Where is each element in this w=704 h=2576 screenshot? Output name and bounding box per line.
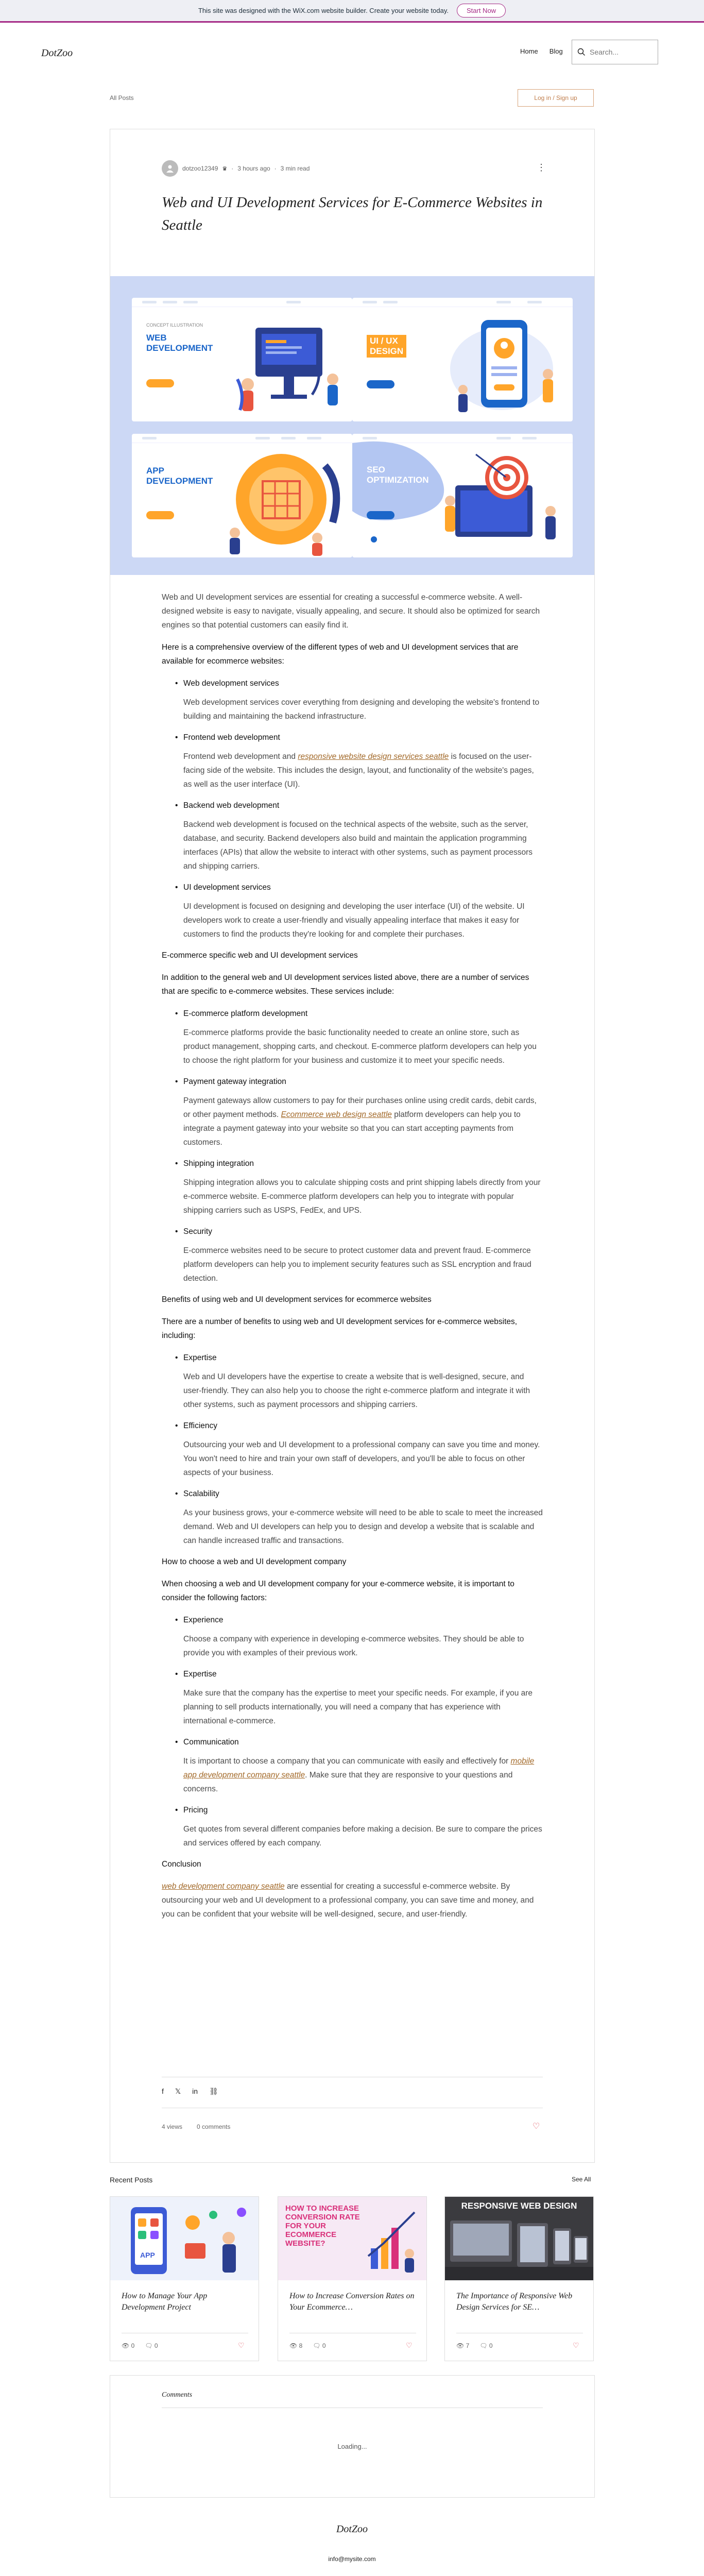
benefits-list bbox=[183, 1351, 543, 1548]
eye-icon: 👁 8 bbox=[289, 2342, 303, 2349]
list-item: • Expertise Web and UI developers have the expertise to create a website that is well-designed, secure, and user-friendly. They can also help you to choose the right e-commerce platform and integrate it with other systems, such as payment processors and shipping carriers. bbox=[183, 1351, 543, 1412]
mobile-app-link[interactable]: mobile app development company seattle bbox=[183, 1757, 535, 1780]
login-button[interactable]: Log in / Sign up bbox=[518, 89, 594, 107]
list-item: • Efficiency Outsourcing your web and UI development to a professional company can save you time and money. You won't need to hire and train your own staff of developers, and you'll be able to focus on other aspects of your business. bbox=[183, 1419, 543, 1480]
recent-post-stats bbox=[122, 2342, 158, 2349]
hero-panel-web-development bbox=[132, 298, 352, 421]
recent-post-title[interactable]: The Importance of Responsive Web Design Services for SE… bbox=[456, 2292, 573, 2312]
comment-icon: 🗨 0 bbox=[313, 2342, 326, 2349]
search-box[interactable] bbox=[572, 40, 658, 64]
app-illustration bbox=[110, 2197, 259, 2280]
views-count: 4 views bbox=[162, 2123, 183, 2130]
post-time: 3 hours ago bbox=[237, 165, 270, 172]
benefits-heading: Benefits of using web and UI development services for ecommerce websites bbox=[162, 1295, 432, 1304]
growth-chart-illustration bbox=[366, 2207, 422, 2274]
nav-home[interactable]: Home bbox=[520, 47, 538, 55]
wix-banner bbox=[0, 0, 704, 23]
like-heart-icon[interactable]: ♡ bbox=[533, 2122, 540, 2131]
choose-intro: When choosing a web and UI development company for your e-commerce website, it is important to consider the following factors: bbox=[162, 1580, 514, 1602]
share-row bbox=[162, 2087, 218, 2096]
see-all-link[interactable]: See All bbox=[572, 2176, 591, 2183]
site-header bbox=[0, 24, 704, 81]
list-item: • Payment gateway integration Payment gateways allow customers to pay for their purchases online using credit cards, debit cards, or other payment methods. Ecommerce web design seattle platform developers can help you to integrate a payment gateway into your website so that you can start accepting payments from customers. bbox=[183, 1075, 543, 1149]
recent-post-card[interactable] bbox=[278, 2196, 427, 2361]
ecommerce-design-link[interactable]: Ecommerce web design seattle bbox=[281, 1110, 392, 1119]
post-card bbox=[110, 129, 595, 2163]
twitter-icon[interactable]: 𝕏 bbox=[175, 2087, 181, 2095]
footer-logo[interactable]: DotZoo bbox=[336, 2523, 368, 2535]
hero-panel-seo-optimization bbox=[352, 434, 573, 557]
author-row bbox=[162, 160, 310, 177]
link-icon[interactable]: ⛓ bbox=[209, 2087, 218, 2095]
dot-separator: · bbox=[274, 165, 277, 172]
eye-icon: 👁 0 bbox=[122, 2342, 135, 2349]
comments-title: Comments bbox=[162, 2391, 193, 2399]
thumb-text: APP bbox=[140, 2251, 155, 2259]
eye-icon: 👁 7 bbox=[456, 2342, 470, 2349]
hero-panel-title: APP DEVELOPMENT bbox=[146, 466, 213, 486]
more-options-icon[interactable]: ⋮ bbox=[537, 162, 546, 173]
hero-image bbox=[110, 276, 594, 575]
recent-post-thumbnail bbox=[278, 2197, 426, 2280]
seo-illustration bbox=[352, 434, 573, 557]
avatar[interactable] bbox=[162, 160, 178, 177]
app-development-illustration bbox=[214, 445, 348, 556]
hero-panel-title: WEB DEVELOPMENT bbox=[146, 333, 213, 353]
hero-panel-button bbox=[146, 379, 174, 387]
like-heart-icon[interactable]: ♡ bbox=[406, 2341, 413, 2349]
ecommerce-intro: In addition to the general web and UI development services listed above, there are a number of services that are specific to e-commerce websites. These services include: bbox=[162, 973, 529, 996]
list-item: • Backend web development Backend web development is focused on the technical aspects of the website, such as the server, database, and security. Backend developers also build and maintain the application programming interfaces (APIs) that allow the website to interact with other systems, such as payment processors and shipping carriers. bbox=[183, 799, 543, 873]
web-development-company-link[interactable]: web development company seattle bbox=[162, 1882, 285, 1891]
hero-panel-title: SEO OPTIMIZATION bbox=[367, 465, 429, 485]
recent-post-title[interactable]: How to Manage Your App Development Project bbox=[122, 2292, 208, 2312]
site-logo[interactable]: DotZoo bbox=[41, 47, 73, 59]
like-heart-icon[interactable]: ♡ bbox=[573, 2341, 579, 2349]
list-item: • Web development services Web development services cover everything from designing and developing the website's frontend to building and maintaining the backend infrastructure. bbox=[183, 676, 543, 723]
recent-post-stats bbox=[289, 2342, 326, 2349]
benefits-intro: There are a number of benefits to using web and UI development services for e-commerce websites, including: bbox=[162, 1317, 518, 1340]
ui-ux-illustration bbox=[445, 312, 569, 418]
list-item: • Experience Choose a company with experience in developing e-commerce websites. They should be able to provide you with examples of their previous work. bbox=[183, 1613, 543, 1660]
list-item: • Frontend web development Frontend web development and responsive website design services seattle is focused on the user-facing side of the website. This includes the design, layout, and functionality of the website's pages, as well as the user interface (UI). bbox=[183, 731, 543, 791]
recent-post-thumbnail bbox=[445, 2197, 593, 2280]
search-input[interactable]: Search... bbox=[590, 48, 619, 56]
comment-icon: 🗨 0 bbox=[145, 2342, 158, 2349]
dot-separator: · bbox=[231, 165, 234, 172]
comments-section bbox=[110, 2375, 595, 2498]
list-item: • E-commerce platform development E-commerce platforms provide the basic functionality needed to create an online store, such as product management, shopping carts, and checkout. E-commerce platform developers can help you to choose the right platform for your business and customize it to meet your specific needs. bbox=[183, 1007, 543, 1067]
thumb-text: HOW TO INCREASE CONVERSION RATE FOR YOUR ECOMMERCE WEBSITE? bbox=[285, 2204, 360, 2248]
overview-heading: Here is a comprehensive overview of the different types of web and UI development services that are available for ecommerce websites: bbox=[162, 643, 519, 666]
comment-icon: 🗨 0 bbox=[479, 2342, 493, 2349]
facebook-icon[interactable]: f bbox=[162, 2087, 164, 2095]
recent-post-card[interactable] bbox=[110, 2196, 259, 2361]
recent-post-card[interactable] bbox=[444, 2196, 594, 2361]
nav-blog[interactable]: Blog bbox=[549, 47, 563, 55]
recent-posts-label: Recent Posts bbox=[110, 2176, 153, 2184]
list-item: • Shipping integration Shipping integration allows you to calculate shipping costs and print shipping labels directly from your e-commerce website. E-commerce platform developers can help you to integrate with popular shipping carriers such as USPS, FedEx, and UPS. bbox=[183, 1157, 543, 1217]
main-nav bbox=[520, 47, 563, 55]
list-item: • Communication It is important to choose a company that you can communicate with easily and effectively for mobile app development company seattle. Make sure that they are responsive to your questions and concerns. bbox=[183, 1735, 543, 1796]
read-time: 3 min read bbox=[280, 165, 310, 172]
conclusion-paragraph: web development company seattle are essential for creating a successful e-commerce website. By outsourcing your web and UI development to a professional company, you can save time and money, and you can be confident that your website will be well-designed, secure, and user-friendly. bbox=[162, 1882, 534, 1919]
comments-loading: Loading... bbox=[337, 2443, 367, 2450]
services-list bbox=[183, 676, 543, 941]
hero-panel-button bbox=[367, 380, 394, 388]
post-body bbox=[162, 590, 543, 1929]
list-item: • Scalability As your business grows, your e-commerce website will need to be able to scale to meet the increased demand. Web and UI developers can help you to design and develop a website that is scalable and can handle increased traffic and transactions. bbox=[183, 1487, 543, 1548]
author-name[interactable]: dotzoo12349 bbox=[182, 165, 218, 172]
factors-list bbox=[183, 1613, 543, 1850]
list-item: • UI development services UI development is focused on designing and developing the user interface (UI) of the website. UI developers work to create a user-friendly and visually appealing interface that makes it easy for customers to find the products they're looking for and complete their purchases. bbox=[183, 880, 543, 941]
recent-post-title[interactable]: How to Increase Conversion Rates on Your Ecommerce… bbox=[289, 2292, 415, 2312]
post-title: Web and UI Development Services for E-Commerce Websites in Seattle bbox=[162, 194, 543, 233]
like-heart-icon[interactable]: ♡ bbox=[238, 2341, 245, 2349]
wix-banner-text: This site was designed with the WiX.com website builder. Create your website today. bbox=[198, 7, 449, 14]
thumb-text: RESPONSIVE WEB DESIGN bbox=[461, 2201, 577, 2211]
responsive-design-link[interactable]: responsive website design services seattle bbox=[298, 752, 449, 761]
recent-post-thumbnail bbox=[110, 2197, 259, 2280]
hero-panel-ui-ux-design bbox=[352, 298, 573, 421]
devices-illustration bbox=[445, 2215, 593, 2280]
admin-crown-icon: ♛ bbox=[222, 165, 228, 172]
list-item: • Expertise Make sure that the company has the expertise to meet your specific needs. For example, if you are planning to sell products internationally, you will need a company that has experience with international e-commerce. bbox=[183, 1667, 543, 1728]
list-item: • Pricing Get quotes from several different companies before making a decision. Be sure to compare the prices and services offered by each company. bbox=[183, 1803, 543, 1850]
hero-panel-title: UI / UX DESIGN bbox=[367, 335, 406, 358]
linkedin-icon[interactable]: in bbox=[192, 2087, 198, 2095]
start-now-button[interactable]: Start Now bbox=[457, 4, 506, 18]
choose-heading: How to choose a web and UI development company bbox=[162, 1557, 347, 1566]
hero-panel-subtitle: CONCEPT ILLUSTRATION bbox=[146, 323, 203, 328]
hero-panel-app-development bbox=[132, 434, 352, 557]
list-item: • Security E-commerce websites need to be secure to protect customer data and prevent fraud. E-commerce platform developers can help you to implement security features such as SSL encryption and fraud detection. bbox=[183, 1225, 543, 1285]
intro-paragraph: Web and UI development services are essential for creating a successful e-commerce website. A well-designed website is easy to navigate, visually appealing, and secure. It should also be optimized for search engines so that potential customers can easily find it. bbox=[162, 593, 540, 630]
all-posts-link[interactable]: All Posts bbox=[110, 94, 134, 101]
comments-count[interactable]: 0 comments bbox=[197, 2123, 231, 2130]
web-development-illustration bbox=[235, 317, 348, 415]
post-stats bbox=[162, 2123, 230, 2130]
footer-email[interactable]: info@mysite.com bbox=[328, 2555, 376, 2563]
conclusion-heading: Conclusion bbox=[162, 1860, 201, 1869]
search-icon bbox=[577, 48, 586, 56]
ecommerce-heading: E-commerce specific web and UI development services bbox=[162, 951, 358, 960]
hero-panel-button bbox=[146, 511, 174, 519]
recent-post-stats bbox=[456, 2342, 493, 2349]
ecommerce-services-list bbox=[183, 1007, 543, 1285]
user-icon bbox=[165, 164, 175, 173]
